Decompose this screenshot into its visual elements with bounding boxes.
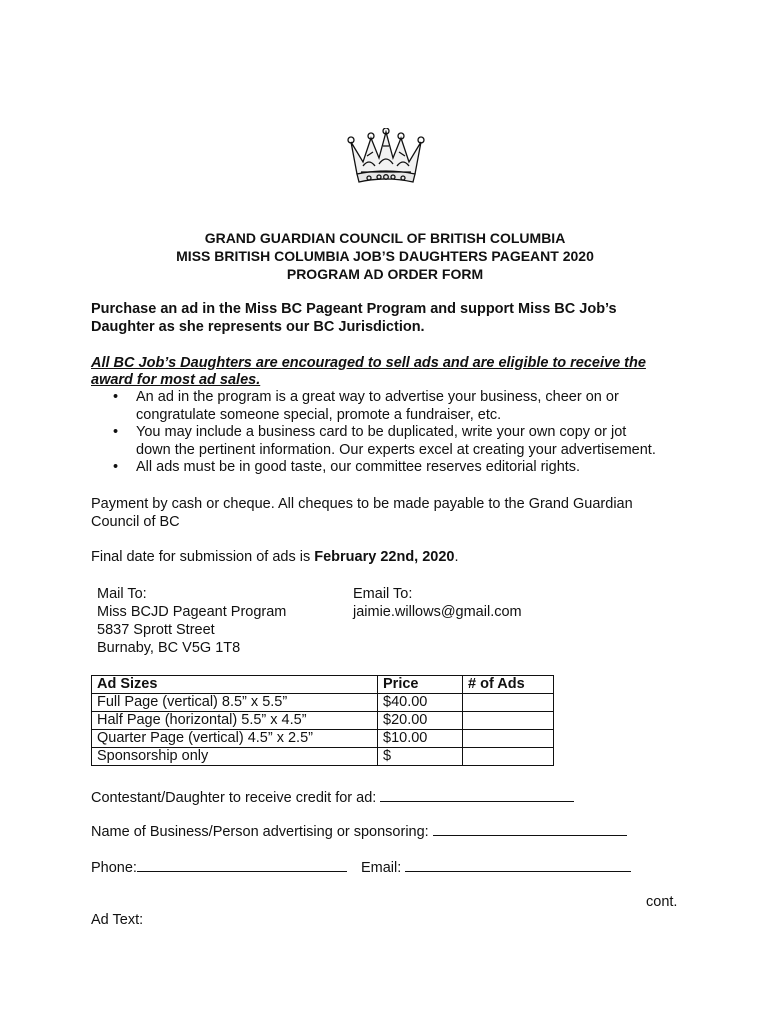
mail-label: Mail To:	[97, 586, 147, 602]
table-row	[92, 748, 554, 766]
price-cell: $10.00	[378, 730, 463, 748]
price-cell: $	[378, 748, 463, 766]
ad-size-cell: Sponsorship only	[92, 748, 378, 766]
mail-line-1: Miss BCJD Pageant Program	[97, 604, 287, 620]
ad-text-label: Ad Text:	[91, 912, 144, 928]
header-ad-sizes: Ad Sizes	[92, 676, 378, 694]
deadline-prefix: Final date for submission of ads is	[91, 549, 315, 565]
deadline-text	[91, 548, 459, 566]
header-line-2: MISS BRITISH COLUMBIA JOB’S DAUGHTERS PAGEANT 2020	[176, 248, 594, 264]
phone-label: Phone:	[91, 860, 137, 876]
ad-size-cell: Quarter Page (vertical) 4.5” x 2.5”	[92, 730, 378, 748]
ad-sizes-table	[91, 675, 554, 766]
num-ads-cell[interactable]	[463, 694, 554, 712]
table-row	[92, 694, 554, 712]
bullet-icon: •	[113, 424, 119, 440]
email-blank[interactable]	[405, 857, 631, 872]
num-ads-cell[interactable]	[463, 712, 554, 730]
info-bullet-list	[91, 389, 691, 477]
ad-size-cell: Full Page (vertical) 8.5” x 5.5”	[92, 694, 378, 712]
bullet-2-line-1: You may include a business card to be duplicated, write your own copy or jot	[136, 424, 627, 440]
mail-line-3: Burnaby, BC V5G 1T8	[97, 640, 241, 656]
mail-line-2: 5837 Sprott Street	[97, 622, 215, 638]
email-to-label: Email To:	[353, 586, 413, 602]
bullet-3-line-1: All ads must be in good taste, our committee reserves editorial rights.	[136, 459, 581, 475]
business-label: Name of Business/Person advertising or sponsoring:	[91, 824, 433, 840]
intro-line-1: Purchase an ad in the Miss BC Pageant Program and support Miss BC Job’s	[91, 301, 617, 317]
bullet-icon: •	[113, 389, 119, 405]
contestant-blank[interactable]	[380, 787, 574, 802]
table-row	[92, 712, 554, 730]
phone-email-fields	[91, 857, 631, 877]
payment-line-2: Council of BC	[91, 514, 180, 530]
business-field	[91, 821, 627, 841]
table-row	[92, 730, 554, 748]
encourage-line-2: award for most ad sales.	[91, 372, 261, 388]
price-cell: $40.00	[378, 694, 463, 712]
email-label: Email:	[360, 860, 406, 876]
deadline-date: February 22nd, 2020	[314, 549, 455, 565]
encourage-line-1: All BC Job’s Daughters are encouraged to sell ads and are eligible to receive the	[91, 355, 646, 371]
bullet-1-line-1: An ad in the program is a great way to advertise your business, cheer on or	[136, 389, 619, 405]
table-header-row	[92, 676, 554, 694]
deadline-suffix: .	[454, 549, 459, 565]
price-cell: $20.00	[378, 712, 463, 730]
header-price: Price	[378, 676, 463, 694]
bullet-1-line-2: congratulate someone special, promote a fundraiser, etc.	[136, 406, 502, 423]
header-line-1: GRAND GUARDIAN COUNCIL OF BRITISH COLUMBIA	[204, 230, 566, 246]
payment-line-1: Payment by cash or cheque. All cheques to be made payable to the Grand Guardian	[91, 496, 633, 512]
num-ads-cell[interactable]	[463, 748, 554, 766]
contestant-field	[91, 787, 574, 807]
bullet-2-line-2: down the pertinent information. Our experts excel at creating your advertisement.	[136, 441, 656, 458]
list-item	[91, 424, 691, 459]
list-item	[91, 459, 691, 477]
email-to-address: jaimie.willows@gmail.com	[353, 604, 522, 620]
contestant-label: Contestant/Daughter to receive credit for ad:	[91, 790, 381, 806]
crown-icon	[343, 128, 429, 188]
intro-line-2: Daughter as she represents our BC Jurisdiction.	[91, 319, 425, 335]
phone-blank[interactable]	[137, 857, 347, 872]
business-blank[interactable]	[433, 821, 627, 836]
bullet-icon: •	[113, 459, 119, 475]
continued-label: cont.	[646, 894, 678, 910]
header-line-3: PROGRAM AD ORDER FORM	[286, 266, 484, 282]
header-num-ads: # of Ads	[463, 676, 554, 694]
num-ads-cell[interactable]	[463, 730, 554, 748]
list-item	[91, 389, 691, 424]
ad-size-cell: Half Page (horizontal) 5.5” x 4.5”	[92, 712, 378, 730]
